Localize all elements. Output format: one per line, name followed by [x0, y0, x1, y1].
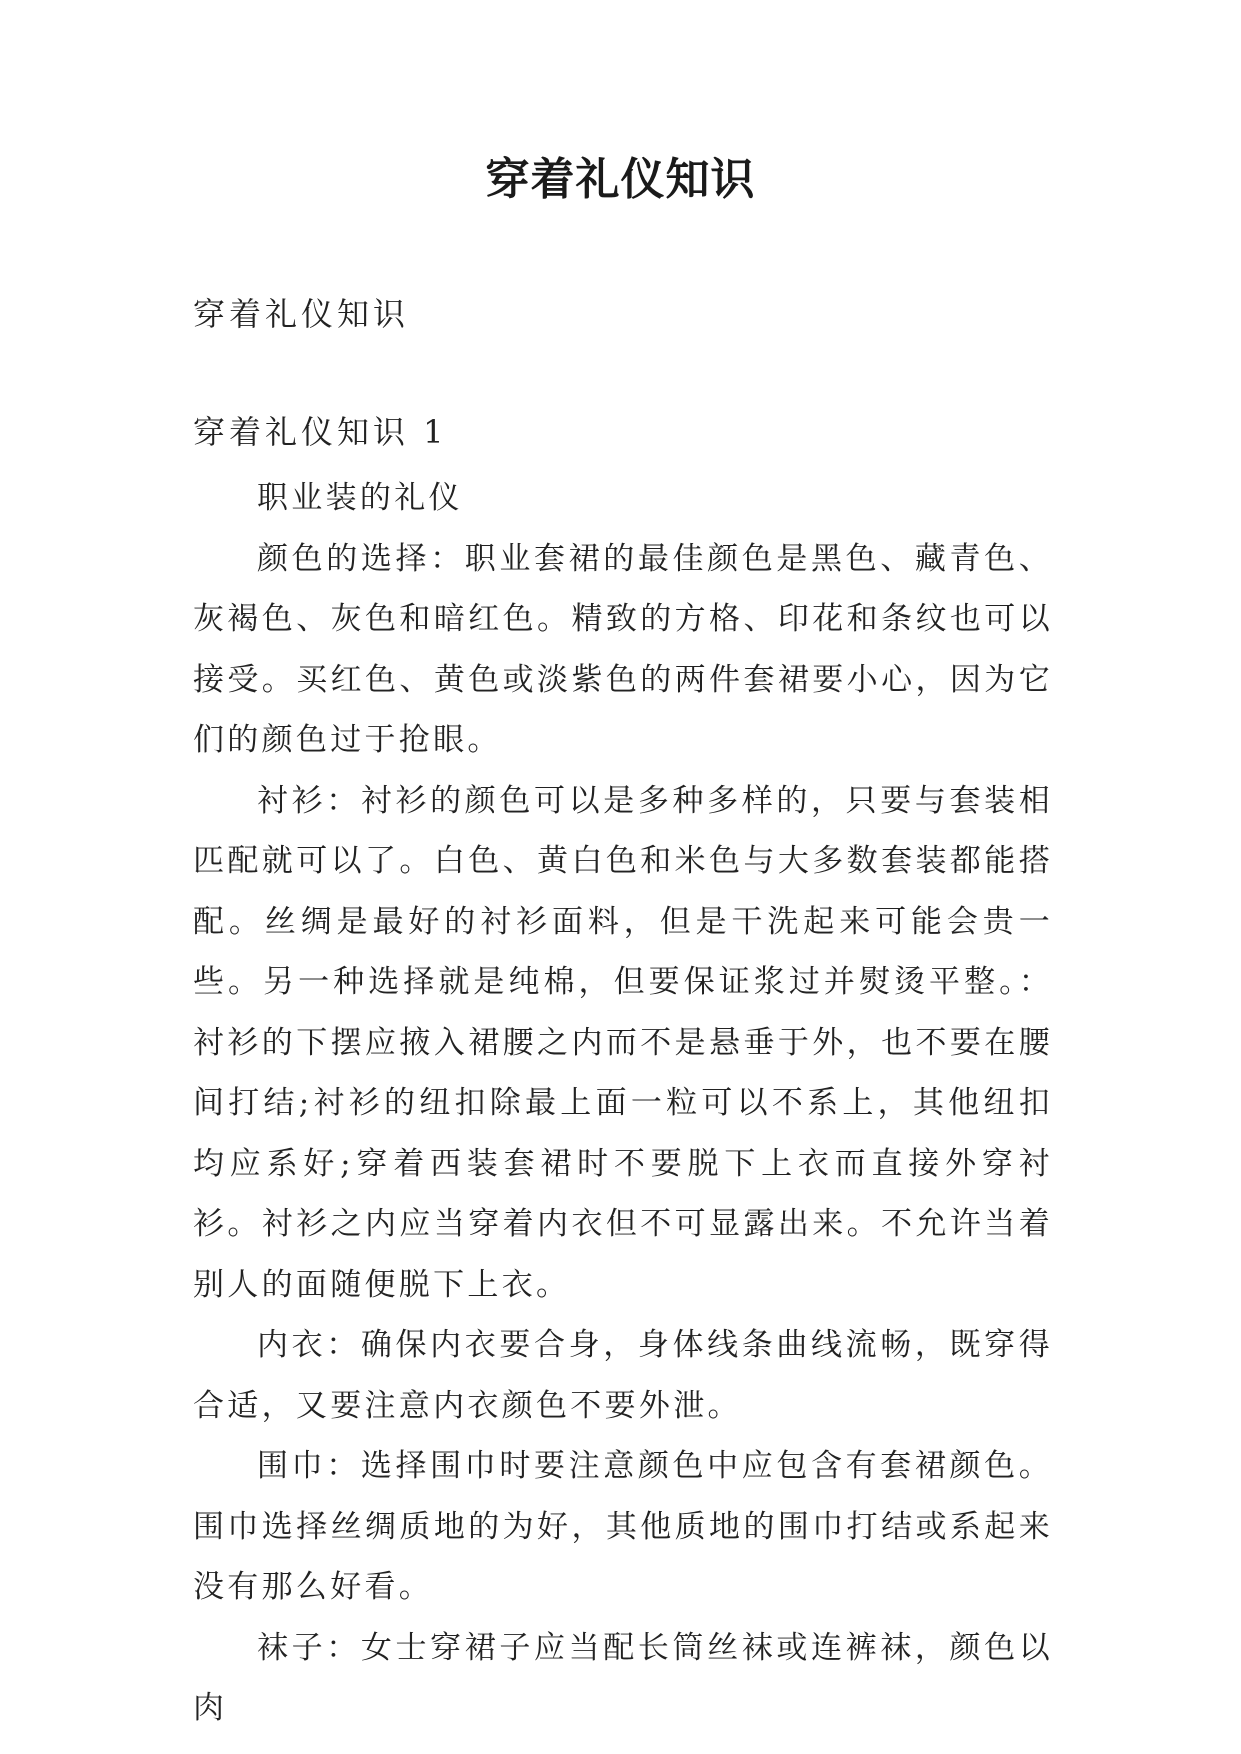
paragraph: 袜子：女士穿裙子应当配长筒丝袜或连裤袜，颜色以肉: [193, 1629, 1053, 1726]
section-heading: 穿着礼仪知识 1: [193, 413, 448, 451]
document-title: 穿着礼仪知识: [485, 154, 756, 205]
paragraph: 内衣：确保内衣要合身，身体线条曲线流畅，既穿得合适，又要注意内衣颜色不要外泄。: [193, 1327, 1053, 1424]
document-subtitle: 穿着礼仪知识: [193, 295, 410, 333]
paragraph: 衬衫：衬衫的颜色可以是多种多样的，只要与套装相匹配就可以了。白色、黄白色和米色与大多数套装都能搭配。丝绸是最好的衬衫面料，但是干洗起来可能会贵一些。另一种选择就是纯棉，但要保证浆过并熨烫平整。：衬衫的下摆应掖入裙腰之内而不是悬垂于外，也不要在腰间打结;衬衫的纽扣除最上面一粒可以不系上，其他纽扣均应系好;穿着西装套裙时不要脱下上衣而直接外穿衬衫。衬衫之内应当穿着内衣但不可显露出来。不允许当着别人的面随便脱下上衣。: [193, 782, 1053, 1303]
paragraph: 颜色的选择：职业套裙的最佳颜色是黑色、藏青色、灰褐色、灰色和暗红色。精致的方格、印花和条纹也可以接受。买红色、黄色或淡紫色的两件套裙要小心，因为它们的颜色过于抢眼。: [193, 540, 1053, 758]
paragraph: 围巾：选择围巾时要注意颜色中应包含有套裙颜色。围巾选择丝绸质地的为好，其他质地的围巾打结或系起来没有那么好看。: [193, 1448, 1053, 1605]
paragraph-heading: 职业装的礼仪: [257, 480, 463, 516]
document-body: [193, 468, 1053, 1739]
